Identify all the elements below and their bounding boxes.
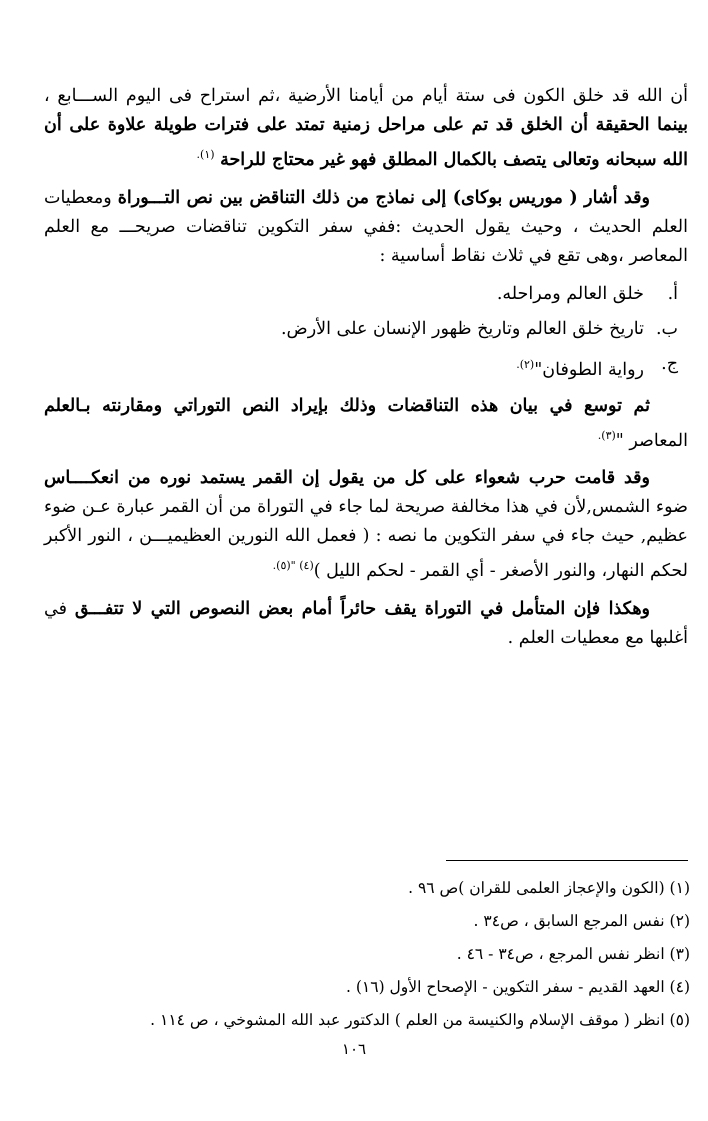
footnote-ref-3: (٣).: [597, 428, 616, 442]
main-text: [44, 82, 688, 662]
list-item-text: رواية الطوفان": [534, 359, 644, 380]
footnote-ref-1: (١).: [196, 148, 215, 161]
paragraph-5: [44, 595, 688, 653]
footnote-2: (٢) نفس المرجع السابق ، ص٣٤ .: [473, 912, 690, 930]
list-item-mark: أ.: [667, 283, 678, 304]
paragraph-5-line-2: في أغلبها مع معطيات العلم .: [44, 599, 688, 649]
footnote-ref-4-5: (٤) "(٥).: [272, 559, 314, 573]
paragraph-5-line-1: وهكذا فإن المتأمل في التوراة يقف حائراً أمام بعض النصوص التي لا تتفـــق: [74, 599, 650, 620]
footnotes: [110, 872, 690, 1037]
list-item-text: خلق العالم ومراحله.: [496, 283, 644, 304]
list-item-mark: ب.: [655, 318, 678, 339]
list-item-mark: ج.: [661, 353, 678, 374]
paragraph-4-line-1: وقد قامت حرب شعواء على كل من يقول إن القمر يستمد نوره من انعكــــاس: [44, 468, 650, 489]
footnote-3: (٣) انظر نفس المرجع ، ص٣٤ - ٤٦ .: [456, 945, 690, 963]
paragraph-3-line-1: ثم توسع في بيان هذه التناقضات وذلك بإيراد النص التوراتي ومقارنته بـالعلم: [44, 395, 650, 416]
footnote-5: (٥) انظر ( موقف الإسلام والكنيسة من العلم ) الدكتور عبد الله المشوخي ، ص ١١٤ .: [150, 1011, 690, 1029]
list-item: [44, 350, 688, 385]
page-number: ١٠٦: [341, 1040, 367, 1058]
paragraph-1-line-1: أن الله قد خلق الكون فى ستة أيام من أيامنا الأرضية ،ثم استراح فى اليوم الســـابع ،: [44, 86, 688, 106]
footnote-1: (١) (الكون والإعجاز العلمى للقران )ص ٩٦ .: [408, 879, 690, 897]
paragraph-4-line-4: النور الأكبر لحكم النهار، والنور الأصغر - أي القمر - لحكم الليل ): [44, 526, 688, 582]
paragraph-1: [44, 82, 688, 175]
paragraph-2-line-3: مع العلم المعاصر ،وهى تقع في ثلاث نقاط أساسية :: [44, 216, 688, 266]
footnote-separator: [446, 860, 688, 861]
paragraph-3: [44, 392, 688, 456]
paragraph-4-line-2: ضوء الشمس,لأن في هذا مخالفة صريحة لما جاء في التوراة من أن القمر عبارة عـن: [81, 497, 688, 518]
paragraph-2: [44, 184, 688, 271]
paragraph-2-line-2: ومعطيات العلم الحديث ، وحيث يقول الحديث :ففي سفر التكوين تناقضات صريحـــ: [44, 187, 688, 237]
points-list: [44, 280, 688, 385]
paragraph-3-line-2: المعاصر ": [615, 430, 688, 451]
list-item: [44, 315, 688, 344]
paragraph-4-line-3: ضوء عظيم, حيث جاء في سفر التكوين ما نصه : ( فعمل الله النورين العظيميـــن ،: [44, 497, 688, 547]
paragraph-1-line-2: بينما الحقيقة أن الخلق قد تم على مراحل زمنية تمتد على فترات طويلة علاوة على أن: [44, 115, 688, 135]
footnote-ref-2: (٢).: [516, 357, 535, 371]
paragraph-4: [44, 464, 688, 586]
list-item: [44, 280, 688, 309]
paragraph-1-line-3: الله سبحانه وتعالى يتصف بالكمال المطلق فهو غير محتاج للراحة: [220, 149, 688, 170]
paragraph-2-line-1: وقد أشار ( موريس بوكاى) إلى نماذج من ذلك التناقض بين نص التـــوراة: [117, 187, 650, 208]
list-item-text: تاريخ خلق العالم وتاريخ ظهور الإنسان على الأرض.: [280, 318, 644, 339]
footnote-4: (٤) العهد القديم - سفر التكوين - الإصحاح الأول (١٦) .: [346, 978, 690, 996]
